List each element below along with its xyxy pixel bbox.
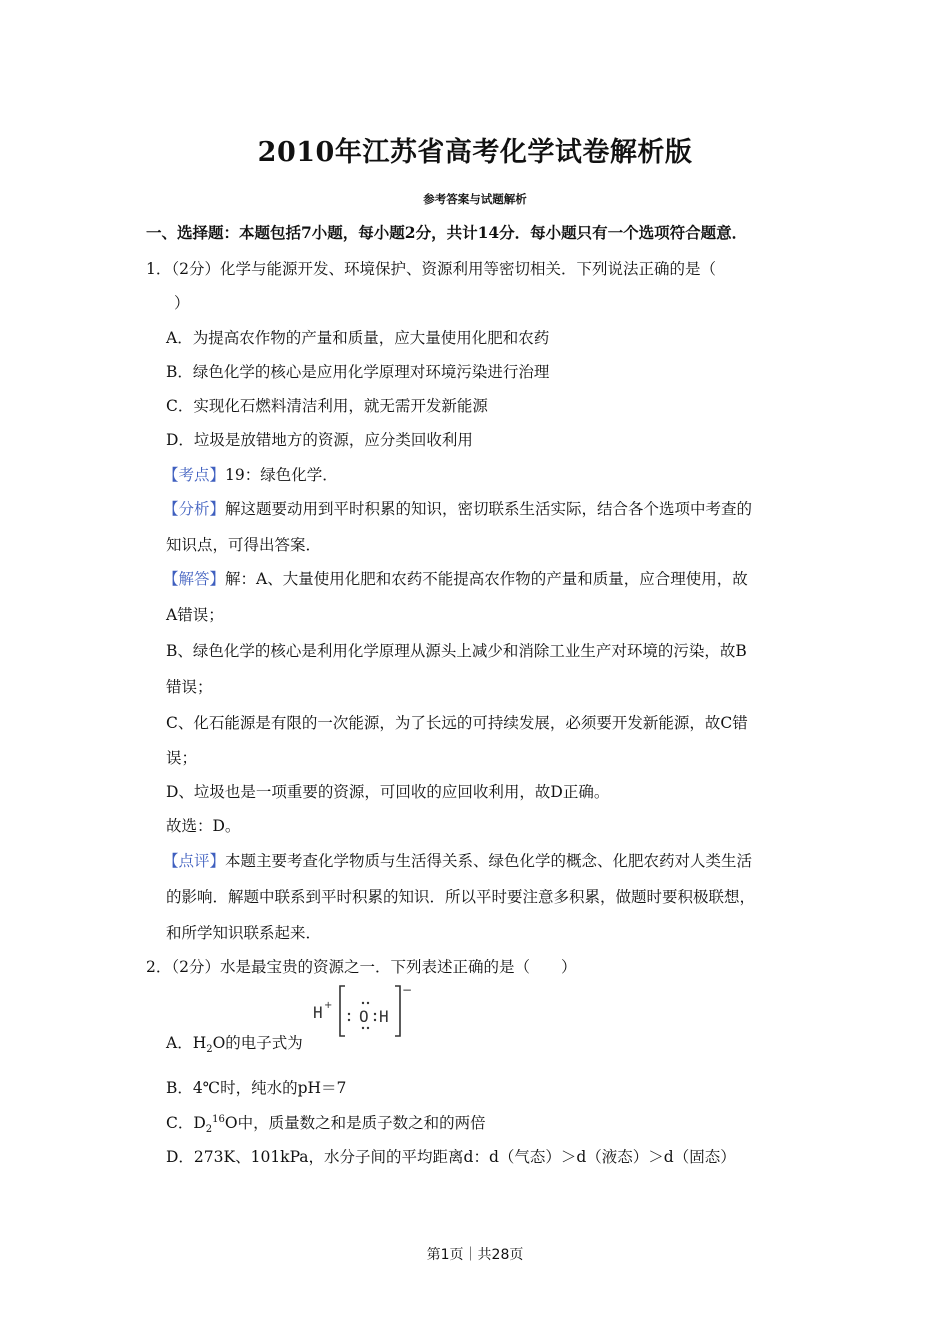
q2-stem: 2．（2分）水是最宝贵的资源之一．下列表述正确的是（ ） [146, 958, 577, 976]
q1-fenxi-line1 [163, 499, 752, 519]
formula-plus-sign: + [324, 1000, 333, 1011]
q1-jieda-line2: A错误； [166, 606, 224, 624]
electron-formula-image [313, 966, 423, 1042]
q1-stem-line2: ） [174, 294, 190, 312]
formula-h-plus-h: H [313, 1003, 323, 1022]
kaodian-tag: 【考点】 [163, 466, 226, 484]
q1-jieda-line7: D、垃圾也是一项重要的资源，可回收的应回收利用，故D正确。 [166, 783, 610, 801]
q1-option-d: D．垃圾是放错地方的资源，应分类回收利用 [166, 431, 473, 449]
jieda-text: 解：A、大量使用化肥和农药不能提高农作物的产量和质量，应合理使用，故 [225, 570, 748, 588]
q1-dianping-line2: 的影响．解题中联系到平时积累的知识．所以平时要注意多积累，做题时要积极联想， [166, 888, 756, 906]
right-bracket [395, 986, 400, 1036]
q1-stem-line1: 1．（2分）化学与能源开发、环境保护、资源利用等密切相关．下列说法正确的是（ [146, 260, 716, 278]
q1-jieda-line6: 误； [166, 749, 198, 767]
q1-option-a: A．为提高农作物的产量和质量，应大量使用化肥和农药 [166, 329, 550, 347]
q1-option-b: B．绿色化学的核心是应用化学原理对环境污染进行治理 [166, 363, 550, 381]
formula-hydrogen: H [379, 1007, 389, 1026]
q1-dianping-line1 [163, 851, 752, 871]
document-subtitle: 参考答案与试题解析 [423, 192, 527, 206]
dianping-text: 本题主要考查化学物质与生活得关系、绿色化学的概念、化肥农药对人类生活 [225, 852, 753, 870]
q1-kaodian [163, 465, 338, 485]
q1-jieda-line1 [163, 569, 748, 589]
q1-jieda-line8: 故选：D。 [166, 817, 241, 835]
dianping-tag: 【点评】 [163, 852, 226, 870]
q2-option-c: C．$D_2^{16}O$中，质量数之和是质子数之和的两倍 [166, 1113, 486, 1136]
q2-option-b: B．4℃时，纯水的pH＝7 [166, 1079, 347, 1097]
formula-minus-sign: − [402, 983, 413, 997]
q1-option-c: C．实现化石燃料清洁利用，就无需开发新能源 [166, 397, 488, 415]
document-title: 2010年江苏省高考化学试卷解析版 [257, 137, 693, 168]
page-footer: 第1页｜共28页 [426, 1247, 524, 1263]
jieda-tag: 【解答】 [163, 570, 226, 588]
kaodian-text: 19：绿色化学． [225, 466, 338, 484]
section-heading: 一、选择题：本题包括7小题，每小题2分，共计14分．每小题只有一个选项符合题意． [146, 223, 748, 242]
formula-oxygen: O [359, 1007, 369, 1026]
q2-option-a: A．$H_2O$的电子式为 [166, 1034, 303, 1056]
left-bracket [340, 986, 345, 1036]
q1-fenxi-line2: 知识点，可得出答案． [166, 536, 322, 554]
fenxi-tag: 【分析】 [163, 500, 226, 518]
fenxi-text: 解这题要动用到平时积累的知识，密切联系生活实际，结合各个选项中考查的 [225, 500, 753, 518]
q2-option-d: D．273K、101kPa，水分子间的平均距离d：d（气态）＞d（液态）＞d（固态） [166, 1148, 736, 1166]
q1-dianping-line3: 和所学知识联系起来． [166, 924, 322, 942]
q1-jieda-line4: 错误； [166, 678, 213, 696]
q1-jieda-line5: C、化石能源是有限的一次能源，为了长远的可持续发展，必须要开发新能源，故C错 [166, 714, 748, 732]
q1-jieda-line3: B、绿色化学的核心是利用化学原理从源头上减少和消除工业生产对环境的污染，故B [166, 642, 747, 660]
